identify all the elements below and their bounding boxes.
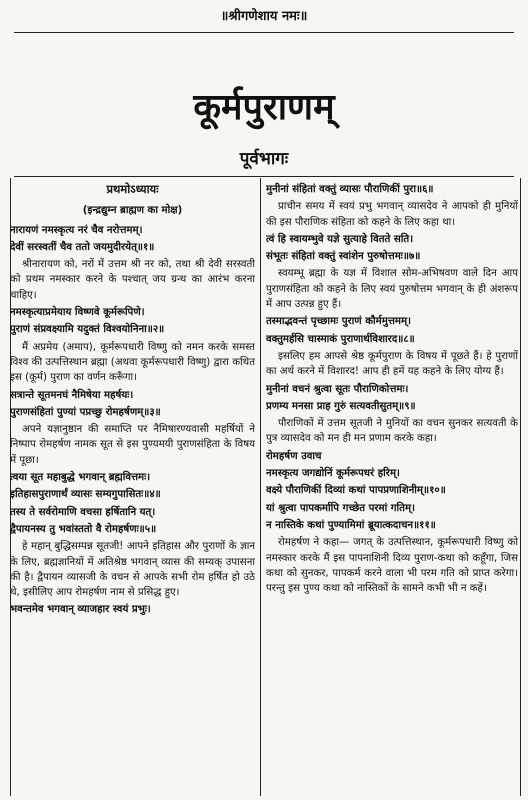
translation-paragraph: रोमहर्षण ने कहा— जगत् के उत्पत्तिस्थान, कूर्मरूपधारी विष्णु को नमस्कार करके मैं इस पापनाशिनी दिव्य पुराण-कथा को कहूँगा, जिस कथा को सुनकर, पापकर्म करने वाला भी परम गति को प्राप्त करेगा। परन्तु इस पुण्य कथा को नास्तिकों के सामने कभी भी न कहें। [266,537,518,595]
verse-line: तस्माद्भवन्तं पृच्छामः पुराणं कौर्ममुत्तमम्। [266,316,411,328]
verse-line: देवीं सरस्वतीं चैव ततो जयमुदीरयेत्॥१॥ [10,241,155,253]
verse-line: त्वं हि स्वायम्भुवे यज्ञे सुत्याहे वितते सति। [266,233,414,245]
verse-line: नमस्कृत्य जगद्योनिं कूर्मरूपधरं हरिम्। [266,468,400,480]
top-rule [14,32,514,33]
verse-line: तस्य ते सर्वरोमाणि वचसा हर्षितानि यत्। [10,506,156,518]
verse-line: त्वया सूत महाबुद्धे भगवान् ब्रह्मवित्तमः। [10,472,151,484]
translation-paragraph: प्राचीन समय में स्वयं प्रभु भगवान् व्यासदेव ने आपको ही मुनियों की इस पौराणिक संहिता को कहने के लिए कहा था। [266,201,518,228]
verse-line: न नास्तिके कथां पुण्यामिमां ब्रूयात्कदाचन॥११॥ [266,519,436,531]
verse-line: पुराणसंहितां पुण्यां पप्रच्छु रोमहर्षणम्॥३॥ [10,406,161,418]
translation-paragraph: मैं अप्रमेय (अमाप), कूर्मरूपधारी विष्णु को नमन करके समस्त विश्व की उत्पत्तिस्थान ब्रह्मा (अथवा कूर्मरूपधारी विष्णु) द्वारा कथित इस (कूर्म) पुराण का वर्णन करूँगा। [10,341,255,384]
verse-line: मुनीनां वचनं श्रुत्वा सूतः पौराणिकोत्तमः। [266,383,409,395]
right-border [520,178,521,796]
verse-line: नमस्कृत्याप्रमेयाय विष्णवे कूर्मरूपिणे। [10,307,145,319]
verse-line: यां श्रुत्वा पापकर्मापि गच्छेत परमां गतिम्। [266,502,415,514]
header-rule [14,176,514,177]
translation-paragraph: हे महान् बुद्धिसम्पन्न सूतजी! आपने इतिहास और पुराणों के ज्ञान के लिए, ब्रह्मज्ञानियों में अतिश्रेष्ठ भगवान् व्यास की सम्यक् उपासना की है। द्वैपायन व्यासजी के वचन से आपके सभी रोम हर्षित हो उठे थे, इसीलिए आप रोमहर्षण नाम से प्रसिद्ध हुए। [10,541,255,599]
verse-line: प्रणम्य मनसा प्राह गुरुं सत्यवतीसुतम्॥९॥ [266,400,416,412]
translation-paragraph: पौराणिकों में उत्तम सूतजी ने मुनियों का वचन सुनकर सत्यवती के पुत्र व्यासदेव को मन ही मन प्रणाम करके कहा। [266,418,518,445]
verse-line: सत्रान्ते सूतमनघं नैमिषेया महर्षयः। [10,389,134,401]
verse-line: भवन्तमेव भगवान् व्याजहार स्वयं प्रभुः। [10,604,151,616]
chapter-heading: प्रथमोऽध्यायः [106,182,159,196]
translation-paragraph: इसलिए हम आपसे श्रेष्ठ कूर्मपुराण के विषय में पूछते हैं। हे पुराणों का अर्थ करने में विशारद! आप ही हमें यह कहने के लिए योग्य हैं। [266,350,518,378]
section-heading: (इन्द्रद्युम्न ब्राह्मण का मोक्ष) [82,205,183,217]
verse-line: नारायणं नमस्कृत्य नरं चैव नरोत्तमम्। [10,224,143,236]
translation-paragraph: श्रीनारायण को, नरों में उत्तम श्री नर को, तथा श्री देवी सरस्वती को प्रथम नमस्कार करने के पश्चात् जय ग्रन्थ का आरंभ करना चाहिए। [10,259,255,301]
column-divider [260,178,261,796]
book-title: कूर्मपुराणम् [193,87,335,128]
speaker-heading: रोमहर्षण उवाच [266,450,322,462]
verse-line: पुराणं संप्रवक्ष्यामि यदुक्तं विश्वयोनिना॥२॥ [10,324,165,336]
left-column [10,182,255,796]
invocation-line: ॥श्रीगणेशाय नमः॥ [220,9,308,24]
verse-line: वक्ष्ये पौराणिकीं दिव्यां कथां पापप्रणाशिनीम्॥१०॥ [266,485,446,497]
part-title: पूर्वभागः [239,149,289,169]
verse-line: संभूतः संहितां वक्तुं स्वांशेन पुरुषोत्तमः॥७॥ [266,251,421,263]
verse-line: द्वैपायनस्य तु भवांस्ततो वै रोमहर्षणः॥५॥ [10,523,157,535]
translation-paragraph: अपने यज्ञानुष्ठान की समाप्ति पर नैमिषारण्यवासी महर्षियों ने निष्पाप रोमहर्षण नामक सूत से इस पुण्यमयी पुराणसंहिता के विषय में पूछा। [10,424,255,466]
verse-line: वक्तुमर्हसि चास्माकं पुराणार्थविशारद॥८॥ [266,333,415,345]
translation-paragraph: स्वयम्भू ब्रह्मा के यज्ञ में विशाल सोम-अभिषवण वाले दिन आप पुराणसंहिता को कहने के लिए स्वयं पुरुषोत्तम भगवान् के ही अंशरूप में आप उत्पन्न हुए हैं। [266,268,518,311]
verse-line: मुनीनां संहितां वक्तुं व्यासः पौराणिकीं पुरा॥६॥ [266,184,434,195]
verse-line: इतिहासपुराणार्थं व्यासः सम्यगुपासितः॥४॥ [10,489,161,501]
right-column [266,182,518,796]
